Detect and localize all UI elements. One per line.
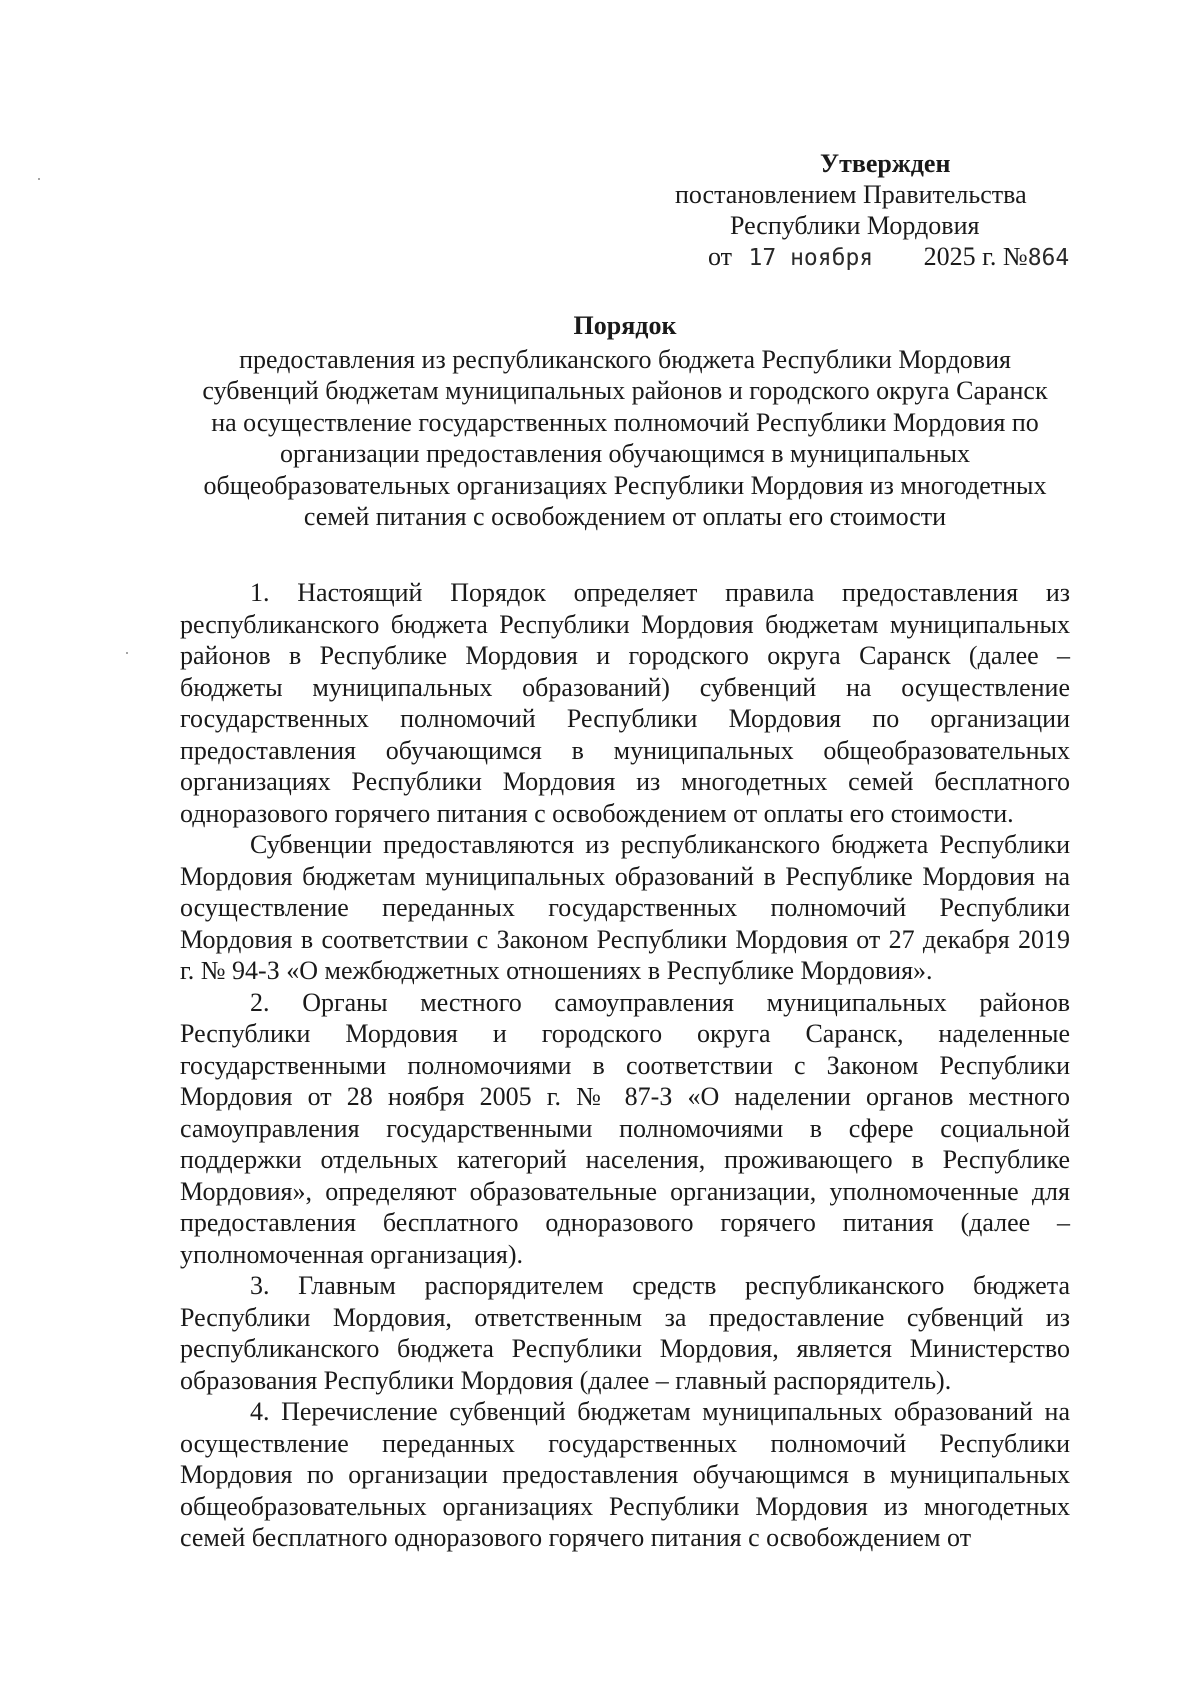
subtitle-line: организации предоставления обучающимся в муниципальных (279, 439, 970, 468)
subtitle-line: семей питания с освобождением от оплаты его стоимости (303, 502, 947, 531)
paragraph-1-continued: Субвенции предоставляются из республиканского бюджета Республики Мордовия бюджетам муниципальных образований в Республике Мордовия на осуществление переданных государственных полномочий Республики Мордовия в соответствии с Законом Республики Мордовия от 27 декабря 2019 г. № 94-З «О межбюджетных отношениях в Республике Мордовия». (180, 830, 1070, 985)
document-title-block (180, 310, 1070, 533)
approval-stamp-block (660, 148, 1080, 274)
date-year: 2025 г. № (923, 242, 1028, 271)
scan-speck (38, 178, 40, 180)
handwritten-number: 864 (1027, 245, 1070, 271)
approval-date-line (660, 241, 1080, 274)
subtitle-line: предоставления из республиканского бюджета Республики Мордовия (239, 344, 1011, 374)
approval-region-line: Республики Мордовия (730, 211, 980, 240)
subtitle-line: на осуществление государственных полномочий Республики Мордовия по (211, 407, 1039, 437)
handwritten-date: 17 ноября (748, 245, 874, 271)
subtitle-line: субвенций бюджетам муниципальных районов и городского округа Саранск (202, 376, 1048, 405)
paragraph-2: 2. Органы местного самоуправления муниципальных районов Республики Мордовия и городского округа Саранск, наделенные государственными полномочиями в соответствии с Законом Республики Мордовия от 28 ноября 2005 г. № 87-З «О наделении органов местного самоуправления государственными полномочиями в сфере социальной поддержки отдельных категорий населения, проживающего в Республике Мордовия», определяют образовательные организации, уполномоченные для предоставления бесплатного одноразового горячего питания (далее – уполномоченная организация). (180, 987, 1070, 1269)
paragraph-3: 3. Главным распорядителем средств республиканского бюджета Республики Мордовия, ответственным за предоставление субвенций из республиканского бюджета Республики Мордовия, является Министерство образования Республики Мордовия (далее – главный распорядитель). (180, 1271, 1070, 1395)
subtitle-line: общеобразовательных организациях Республики Мордовия из многодетных (203, 470, 1047, 500)
approval-issuer-line: постановлением Правительства (675, 180, 1027, 209)
document-heading: Порядок (573, 311, 677, 340)
paragraph-4: 4. Перечисление субвенций бюджетам муниципальных образований на осуществление переданных государственных полномочий Республики Мордовия по организации предоставления обучающимся в муниципальных общеобразовательных организациях Республики Мордовия из многодетных семей бесплатного одноразового горячего питания с освобождением от (180, 1397, 1070, 1552)
scan-speck (126, 652, 128, 654)
date-prefix: от (708, 242, 733, 271)
approval-title: Утвержден (820, 149, 951, 178)
document-body (180, 577, 1070, 1554)
paragraph-1: 1. Настоящий Порядок определяет правила предоставления из республиканского бюджета Республики Мордовия бюджетам муниципальных районов в Республике Мордовия и городского округа Саранск (далее – бюджеты муниципальных образований) субвенций на осуществление государственных полномочий Республики Мордовия по организации предоставления обучающимся в муниципальных общеобразовательных организациях Республики Мордовия из многодетных семей бесплатного одноразового горячего питания с освобождением от оплаты его стоимости. (180, 578, 1070, 828)
